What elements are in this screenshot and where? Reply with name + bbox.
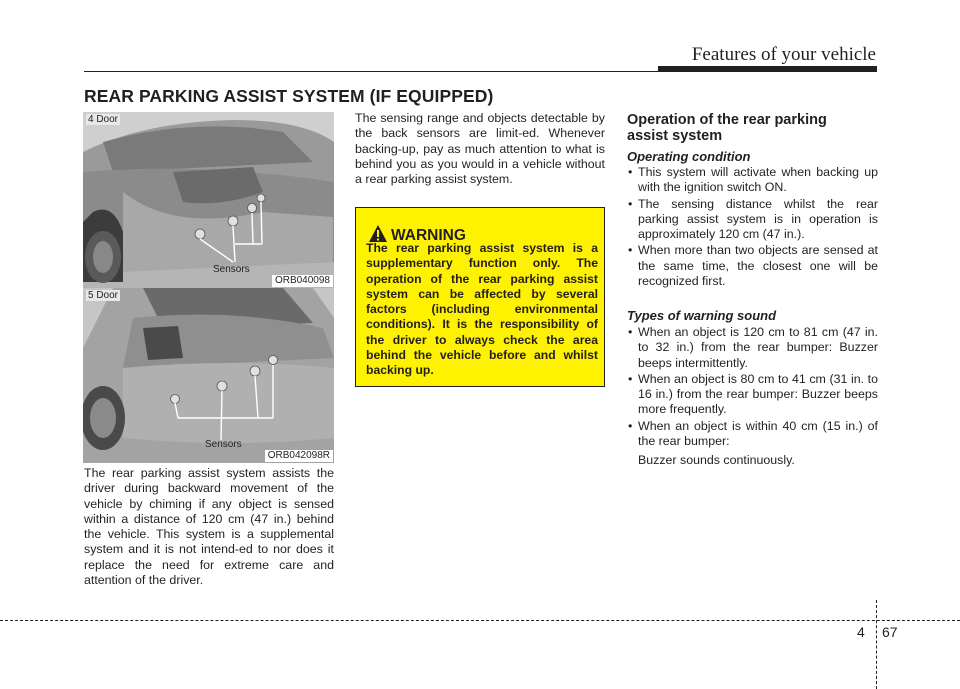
footer-rule: [0, 620, 960, 621]
car-rear-5door-illustration: [83, 288, 334, 463]
warning-icon: [369, 225, 387, 242]
list-item: • When an object is within 40 cm (15 in.) of the rear bumper:: [627, 419, 878, 450]
operating-condition-list: [627, 165, 878, 290]
warning-sound-continuation: Buzzer sounds continuously.: [638, 453, 795, 467]
sensing-paragraph: The sensing range and objects detectable by the back sensors are limit-ed. Whenever backing-up, pay as much attention to what is behind you as you would in a vehicle without a rear parking assist system.: [355, 111, 605, 187]
figure-code: ORB042098R: [265, 450, 333, 462]
figure-tag: 4 Door: [88, 114, 119, 125]
chapter-number: 4: [857, 624, 865, 640]
list-item: • When an object is 120 cm to 81 cm (47 in. to 32 in.) from the rear bumper: Buzzer beeps intermittently.: [627, 325, 878, 371]
warning-text: The rear parking assist system is a supplementary function only. The operation of the rear parking assist system can be affected by several factors (including environmental conditions). It is the responsibility of the driver to always check the area behind the vehicle before and whilst backing up.: [366, 241, 598, 378]
figure-tag: 5 Door: [88, 290, 119, 301]
warning-sound-list: [627, 325, 878, 450]
sensors-label: Sensors: [205, 439, 242, 450]
operating-condition-heading: Operating condition: [627, 149, 751, 164]
figure-4-door: [83, 112, 334, 288]
page-number: 67: [882, 624, 898, 640]
list-item: • The sensing distance whilst the rear parking assist system is in operation is approximately 120 cm (47 in.).: [627, 197, 878, 243]
list-item: • When an object is 80 cm to 41 cm (31 in. to 16 in.) from the rear bumper: Buzzer beeps more frequently.: [627, 372, 878, 418]
intro-paragraph: The rear parking assist system assists the driver during backward movement of the vehicle by chiming if any object is sensed within a distance of 120 cm (47 in.) behind the vehicle. This system is a supplemental system and it is not intend-ed to nor does it replace the need for extreme care and attention of the driver.: [84, 466, 334, 588]
section-title: REAR PARKING ASSIST SYSTEM (IF EQUIPPED): [84, 86, 494, 106]
operation-title: Operation of the rear parking assist system: [627, 112, 827, 144]
footer-divider: [876, 600, 877, 689]
running-header: Features of your vehicle: [691, 44, 876, 65]
figure-code: ORB040098: [272, 275, 333, 287]
warning-title: WARNING: [391, 227, 466, 244]
figure-5-door: [83, 288, 334, 463]
list-item: • When more than two objects are sensed at the same time, the closest one will be recognized first.: [627, 243, 878, 289]
warning-box: [355, 207, 605, 387]
list-item: • This system will activate when backing up with the ignition switch ON.: [627, 165, 878, 196]
warning-sound-heading: Types of warning sound: [627, 308, 777, 323]
car-rear-4door-illustration: [83, 112, 334, 288]
sensors-label: Sensors: [213, 264, 250, 275]
header-rule: [84, 71, 877, 72]
